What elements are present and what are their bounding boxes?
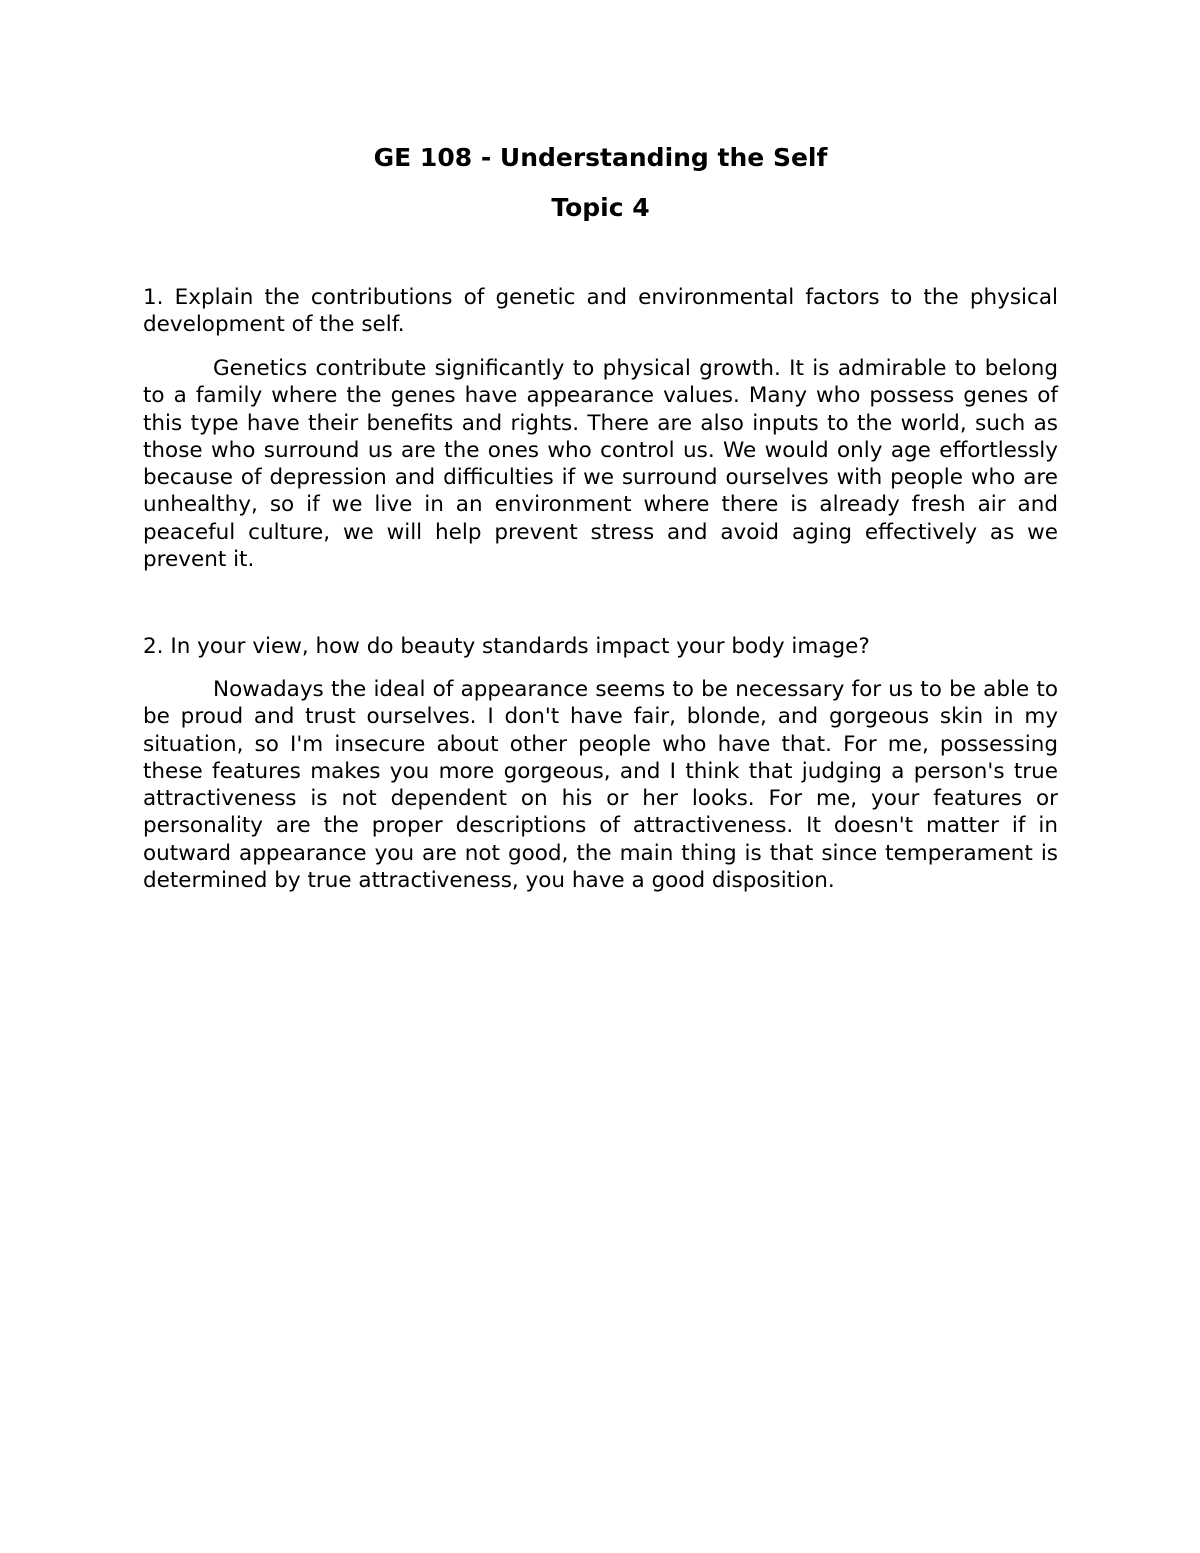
answer-2: Nowadays the ideal of appearance seems to be necessary for us to be able to be proud and trust ourselves. I don't have fair, blonde, and gorgeous skin in my situation, so I'm insecure about other people who have that. For me, possessing these features makes you more gorgeous, and I think that judging a person's true attractiveness is not dependent on his or her looks. For me, your features or personality are the proper descriptions of attractiveness. It doesn't matter if in outward appearance you are not good, the main thing is that since temperament is determined by true attractiveness, you have a good disposition. [143, 677, 1058, 894]
document-title: GE 108 - Understanding the Self [373, 143, 828, 172]
document-subtitle: Topic 4 [551, 193, 650, 222]
question-2: 2. In your view, how do beauty standards impact your body image? [143, 634, 870, 659]
answer-1: Genetics contribute significantly to physical growth. It is admirable to belong to a family where the genes have appearance values. Many who possess genes of this type have their benefits and rights. There are also inputs to the world, such as those who surround us are the ones who control us. We would only age effortlessly because of depression and difficulties if we surround ourselves with people who are unhealthy, so if we live in an environment where there is already fresh air and peaceful culture, we will help prevent stress and avoid aging effectively as we prevent it. [143, 356, 1058, 573]
question-1: 1. Explain the contributions of genetic and environmental factors to the physical development of the self. [143, 285, 1058, 338]
